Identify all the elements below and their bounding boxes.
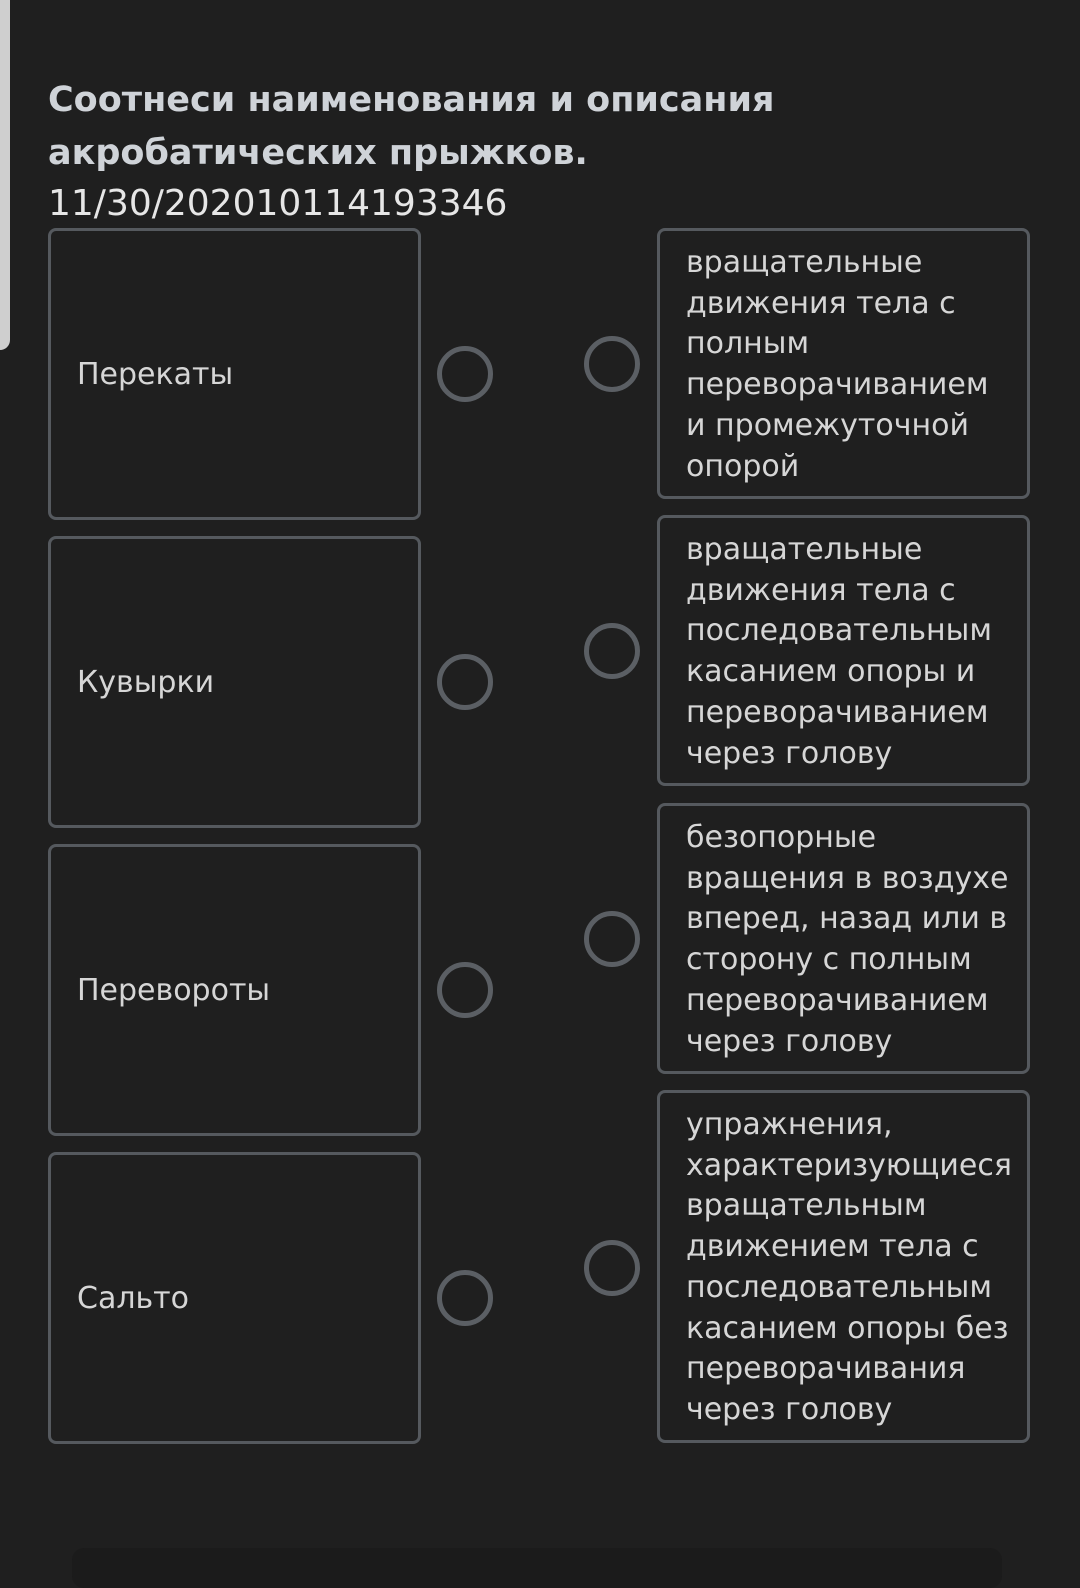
left-connector-dot[interactable] [437, 962, 493, 1018]
bottom-panel [72, 1548, 1002, 1588]
right-item-card[interactable] [657, 803, 1030, 1074]
left-item-card[interactable] [48, 844, 421, 1136]
right-item-text: безопорные вращения в воздухе вперед, назад или в сторону с полным переворачиванием через голову [686, 820, 1009, 1059]
question-title: Соотнеси наименования и описания акробатических прыжков. [48, 80, 775, 173]
scrollbar-thumb[interactable] [0, 0, 10, 350]
left-item-card[interactable] [48, 1152, 421, 1444]
left-item-card[interactable] [48, 228, 421, 520]
right-connector-dot[interactable] [584, 1240, 640, 1296]
right-item-text: упражнения, характеризующиеся вращательным движением тела с последовательным касанием опоры без переворачивания через голову [686, 1107, 1012, 1427]
left-item-label: Перекаты [77, 356, 234, 392]
right-item-text: вращательные движения тела с последовательным касанием опоры и переворачиванием через голову [686, 532, 992, 771]
left-connector-dot[interactable] [437, 346, 493, 402]
right-connector-dot[interactable] [584, 336, 640, 392]
left-connector-dot[interactable] [437, 654, 493, 710]
question-header [48, 74, 1008, 228]
right-item-text: вращательные движения тела с полным переворачиванием и промежуточной опорой [686, 245, 989, 484]
left-item-label: Кувырки [77, 664, 215, 700]
left-connector-dot[interactable] [437, 1270, 493, 1326]
left-item-card[interactable] [48, 536, 421, 828]
left-item-label: Перевороты [77, 972, 271, 1008]
right-item-card[interactable] [657, 515, 1030, 786]
right-item-card[interactable] [657, 228, 1030, 499]
right-connector-dot[interactable] [584, 623, 640, 679]
right-item-card[interactable] [657, 1090, 1030, 1443]
right-connector-dot[interactable] [584, 911, 640, 967]
left-item-label: Сальто [77, 1280, 190, 1316]
question-code: 11/30/202010114193346 [48, 183, 508, 224]
